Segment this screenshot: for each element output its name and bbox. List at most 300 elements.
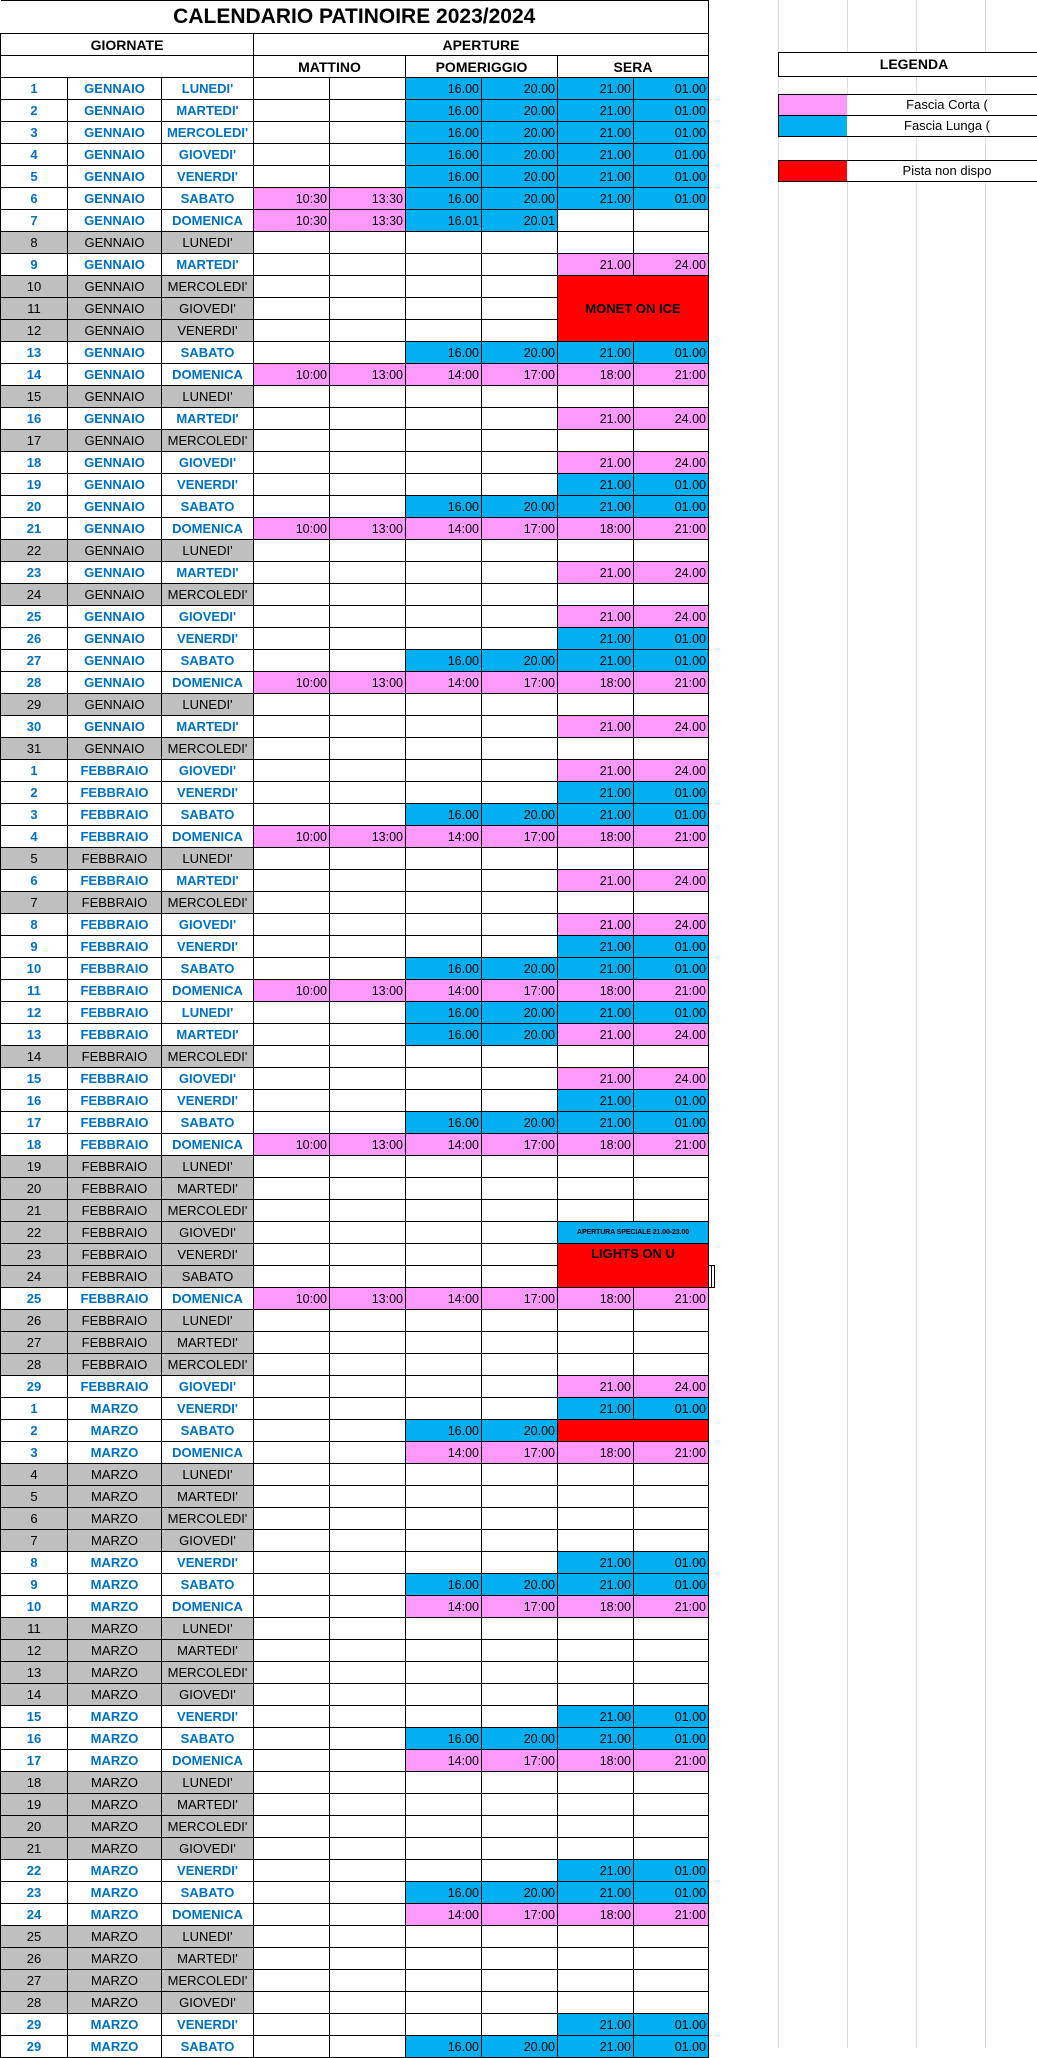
day-number: 28 [1, 672, 68, 694]
mattino-end [330, 1706, 406, 1728]
day-number: 14 [1, 364, 68, 386]
pomeriggio-start [406, 628, 482, 650]
month-name: MARZO [68, 1926, 162, 1948]
weekday-name: MERCOLEDI' [162, 1046, 254, 1068]
sera-start [558, 430, 634, 452]
sera-end: 01.00 [634, 1552, 709, 1574]
day-number: 14 [1, 1046, 68, 1068]
sera-end: 01.00 [634, 1398, 709, 1420]
pomeriggio-start [406, 2014, 482, 2036]
sera-end: 01.00 [634, 936, 709, 958]
pomeriggio-start [406, 606, 482, 628]
pomeriggio-start [406, 298, 482, 320]
calendar-row [1, 430, 715, 452]
sera-end: 24.00 [634, 760, 709, 782]
mattino-end [330, 474, 406, 496]
pomeriggio-start [406, 1662, 482, 1684]
pomeriggio-end [482, 1640, 558, 1662]
pomeriggio-start [406, 1640, 482, 1662]
weekday-name: DOMENICA [162, 1442, 254, 1464]
weekday-name: SABATO [162, 1266, 254, 1288]
pomeriggio-end [482, 1310, 558, 1332]
mattino-end [330, 298, 406, 320]
mattino-start [254, 606, 330, 628]
month-name: MARZO [68, 1750, 162, 1772]
month-name: FEBBRAIO [68, 1068, 162, 1090]
month-name: GENNAIO [68, 738, 162, 760]
pomeriggio-start [406, 452, 482, 474]
sera-start [558, 1156, 634, 1178]
sera-start [558, 1354, 634, 1376]
sera-start: 21.00 [558, 1398, 634, 1420]
pomeriggio-start [406, 1948, 482, 1970]
sera-end: 21:00 [634, 826, 709, 848]
sera-end: 01.00 [634, 144, 709, 166]
day-number: 7 [1, 1530, 68, 1552]
weekday-name: GIOVEDI' [162, 1530, 254, 1552]
calendar-row [1, 584, 715, 606]
mattino-end [330, 1354, 406, 1376]
day-number: 5 [1, 166, 68, 188]
month-name: MARZO [68, 1794, 162, 1816]
mattino-end [330, 1332, 406, 1354]
weekday-name: SABATO [162, 342, 254, 364]
mattino-start: 10:00 [254, 980, 330, 1002]
calendar-row [1, 1706, 715, 1728]
sera-start: 21.00 [558, 342, 634, 364]
mattino-end [330, 496, 406, 518]
pomeriggio-end: 20.00 [482, 342, 558, 364]
sera-start [558, 1046, 634, 1068]
weekday-name: SABATO [162, 1882, 254, 1904]
month-name: FEBBRAIO [68, 1112, 162, 1134]
sera-end: 01.00 [634, 1882, 709, 1904]
sera-end: 24.00 [634, 562, 709, 584]
sera-start: 21.00 [558, 1728, 634, 1750]
pomeriggio-start [406, 584, 482, 606]
sera-start [558, 1200, 634, 1222]
mattino-end [330, 1442, 406, 1464]
calendar-row [1, 1310, 715, 1332]
month-name: MARZO [68, 1970, 162, 1992]
month-name: FEBBRAIO [68, 1354, 162, 1376]
calendar-row [1, 870, 715, 892]
pomeriggio-end: 17:00 [482, 1750, 558, 1772]
mattino-end [330, 1794, 406, 1816]
sera-end: 01.00 [634, 1002, 709, 1024]
sera-start: 18:00 [558, 1750, 634, 1772]
month-name: GENNAIO [68, 320, 162, 342]
pomeriggio-end: 20.00 [482, 166, 558, 188]
month-name: MARZO [68, 2014, 162, 2036]
mattino-end [330, 386, 406, 408]
mattino-end: 13:30 [330, 188, 406, 210]
pomeriggio-start: 16.00 [406, 166, 482, 188]
mattino-start [254, 1794, 330, 1816]
sera-end: 01.00 [634, 474, 709, 496]
month-name: MARZO [68, 1728, 162, 1750]
mattino-end [330, 1618, 406, 1640]
sera-start [558, 1464, 634, 1486]
pomeriggio-start [406, 254, 482, 276]
day-number: 6 [1, 1508, 68, 1530]
weekday-name: MERCOLEDI' [162, 1200, 254, 1222]
sera-end: 24.00 [634, 1376, 709, 1398]
mattino-start [254, 1816, 330, 1838]
day-number: 15 [1, 386, 68, 408]
month-name: GENNAIO [68, 694, 162, 716]
calendar-row [1, 1728, 715, 1750]
weekday-name: MARTEDI' [162, 1794, 254, 1816]
sera-end [634, 1486, 709, 1508]
day-number: 25 [1, 606, 68, 628]
mattino-end [330, 408, 406, 430]
pomeriggio-start [406, 892, 482, 914]
sera-end: 01.00 [634, 78, 709, 100]
pomeriggio-start [406, 1266, 482, 1288]
mattino-start [254, 2036, 330, 2058]
sera-start: 21.00 [558, 254, 634, 276]
mattino-start [254, 122, 330, 144]
pomeriggio-start [406, 430, 482, 452]
calendar-row [1, 1750, 715, 1772]
weekday-name: DOMENICA [162, 210, 254, 232]
pomeriggio-start [406, 1970, 482, 1992]
weekday-name: GIOVEDI' [162, 298, 254, 320]
mattino-start [254, 562, 330, 584]
mattino-end [330, 1046, 406, 1068]
calendar-row [1, 958, 715, 980]
mattino-end [330, 540, 406, 562]
pomeriggio-end: 20.00 [482, 650, 558, 672]
pomeriggio-start [406, 1332, 482, 1354]
month-name: GENNAIO [68, 342, 162, 364]
pomeriggio-start: 16.00 [406, 1882, 482, 1904]
calendar-row [1, 1464, 715, 1486]
mattino-start [254, 386, 330, 408]
sera-start [558, 1992, 634, 2014]
legend-title: LEGENDA [778, 52, 1037, 77]
mattino-start [254, 1222, 330, 1244]
mattino-start [254, 1596, 330, 1618]
pomeriggio-start [406, 760, 482, 782]
weekday-name: DOMENICA [162, 1904, 254, 1926]
pomeriggio-end: 20.00 [482, 78, 558, 100]
mattino-end [330, 1090, 406, 1112]
sera-start: 21.00 [558, 1860, 634, 1882]
day-number: 5 [1, 1486, 68, 1508]
calendar-row [1, 78, 715, 100]
pomeriggio-start [406, 320, 482, 342]
pomeriggio-start: 14:00 [406, 980, 482, 1002]
mattino-end [330, 1068, 406, 1090]
pomeriggio-end: 20.00 [482, 1112, 558, 1134]
pomeriggio-end [482, 1090, 558, 1112]
pomeriggio-start: 14:00 [406, 364, 482, 386]
sera-start: 21.00 [558, 1552, 634, 1574]
weekday-name: DOMENICA [162, 1750, 254, 1772]
day-number: 24 [1, 1266, 68, 1288]
sera-start [558, 1838, 634, 1860]
month-name: GENNAIO [68, 386, 162, 408]
weekday-name: MARTEDI' [162, 408, 254, 430]
month-name: MARZO [68, 1464, 162, 1486]
calendar-row [1, 518, 715, 540]
day-number: 11 [1, 1618, 68, 1640]
mattino-start [254, 1574, 330, 1596]
day-number: 18 [1, 1772, 68, 1794]
sera-start: 21.00 [558, 78, 634, 100]
day-number: 21 [1, 1200, 68, 1222]
pomeriggio-start: 16.00 [406, 1002, 482, 1024]
calendar-row [1, 1794, 715, 1816]
sera-end [634, 848, 709, 870]
pomeriggio-start: 16.00 [406, 1024, 482, 1046]
sera-start [558, 1794, 634, 1816]
calendar-row [1, 166, 715, 188]
weekday-name: GIOVEDI' [162, 144, 254, 166]
month-name: FEBBRAIO [68, 1310, 162, 1332]
pomeriggio-start: 16.00 [406, 1112, 482, 1134]
month-name: FEBBRAIO [68, 1002, 162, 1024]
month-name: MARZO [68, 1904, 162, 1926]
mattino-end [330, 892, 406, 914]
pomeriggio-end: 20.00 [482, 1728, 558, 1750]
mattino-start [254, 870, 330, 892]
pomeriggio-end [482, 452, 558, 474]
mattino-end [330, 958, 406, 980]
pomeriggio-end [482, 782, 558, 804]
sera-start [558, 1640, 634, 1662]
month-name: FEBBRAIO [68, 1200, 162, 1222]
pomeriggio-end [482, 386, 558, 408]
calendar-row [1, 1288, 715, 1310]
calendar-row [1, 1882, 715, 1904]
sera-end: 01.00 [634, 782, 709, 804]
mattino-start [254, 276, 330, 298]
month-name: GENNAIO [68, 364, 162, 386]
pomeriggio-start [406, 1530, 482, 1552]
pomeriggio-end [482, 1068, 558, 1090]
calendar-row [1, 1552, 715, 1574]
month-name: MARZO [68, 1574, 162, 1596]
weekday-name: MARTEDI' [162, 562, 254, 584]
day-number: 4 [1, 144, 68, 166]
sera-start: 21.00 [558, 144, 634, 166]
month-name: GENNAIO [68, 518, 162, 540]
mattino-start [254, 958, 330, 980]
month-name: MARZO [68, 1486, 162, 1508]
mattino-start [254, 1992, 330, 2014]
sera-end: 01.00 [634, 166, 709, 188]
pomeriggio-end [482, 474, 558, 496]
pomeriggio-start [406, 1178, 482, 1200]
pomeriggio-start [406, 1090, 482, 1112]
calendar-row [1, 1838, 715, 1860]
sera-start: 21.00 [558, 122, 634, 144]
weekday-name: VENERDI' [162, 1860, 254, 1882]
sera-start [558, 1816, 634, 1838]
weekday-name: MERCOLEDI' [162, 738, 254, 760]
mattino-end [330, 2036, 406, 2058]
pomeriggio-end: 17:00 [482, 672, 558, 694]
pomeriggio-end [482, 914, 558, 936]
mattino-start [254, 1068, 330, 1090]
calendar-row [1, 452, 715, 474]
sera-end [634, 694, 709, 716]
mattino-start [254, 254, 330, 276]
mattino-start [254, 914, 330, 936]
month-name: MARZO [68, 1442, 162, 1464]
weekday-name: MERCOLEDI' [162, 1970, 254, 1992]
sera-end [634, 1464, 709, 1486]
calendar-row [1, 1530, 715, 1552]
pomeriggio-end [482, 408, 558, 430]
sera-unavailable [558, 1420, 709, 1442]
calendar-row [1, 1222, 715, 1244]
mattino-start [254, 1332, 330, 1354]
mattino-start: 10:00 [254, 826, 330, 848]
pomeriggio-start: 16.00 [406, 2036, 482, 2058]
calendar-row [1, 1156, 715, 1178]
pomeriggio-end: 20.00 [482, 188, 558, 210]
pomeriggio-end [482, 1662, 558, 1684]
pomeriggio-start [406, 1376, 482, 1398]
mattino-end [330, 100, 406, 122]
month-name: GENNAIO [68, 232, 162, 254]
pomeriggio-start [406, 386, 482, 408]
pomeriggio-start: 14:00 [406, 1288, 482, 1310]
mattino-start [254, 1640, 330, 1662]
day-number: 12 [1, 1640, 68, 1662]
mattino-start [254, 1398, 330, 1420]
calendar-row [1, 914, 715, 936]
calendar-row [1, 1816, 715, 1838]
weekday-name: MERCOLEDI' [162, 1354, 254, 1376]
mattino-end [330, 1596, 406, 1618]
pomeriggio-end [482, 1706, 558, 1728]
calendar-row [1, 1926, 715, 1948]
sera-start [558, 1970, 634, 1992]
month-name: GENNAIO [68, 606, 162, 628]
calendar-row [1, 2014, 715, 2036]
weekday-name: VENERDI' [162, 1552, 254, 1574]
sera-end [634, 1772, 709, 1794]
day-number: 19 [1, 1156, 68, 1178]
month-name: FEBBRAIO [68, 870, 162, 892]
mattino-end [330, 870, 406, 892]
mattino-end [330, 1772, 406, 1794]
sera-start: 21.00 [558, 452, 634, 474]
day-number: 16 [1, 1728, 68, 1750]
mattino-start [254, 628, 330, 650]
calendar-row [1, 1992, 715, 2014]
weekday-name: LUNEDI' [162, 1772, 254, 1794]
sera-end [712, 1266, 715, 1288]
calendar-row [1, 562, 715, 584]
sera-start: 18:00 [558, 1288, 634, 1310]
day-number: 2 [1, 782, 68, 804]
pomeriggio-end [482, 1816, 558, 1838]
weekday-name: VENERDI' [162, 320, 254, 342]
month-name: MARZO [68, 1530, 162, 1552]
sera-end [634, 1156, 709, 1178]
sera-start [558, 1310, 634, 1332]
mattino-end [330, 694, 406, 716]
pomeriggio-end: 20.00 [482, 1574, 558, 1596]
pomeriggio-start [406, 1244, 482, 1266]
weekday-name: SABATO [162, 188, 254, 210]
pomeriggio-end [482, 584, 558, 606]
mattino-start [254, 2014, 330, 2036]
mattino-end [330, 1684, 406, 1706]
pomeriggio-end [482, 1552, 558, 1574]
pomeriggio-end [482, 1530, 558, 1552]
weekday-name: GIOVEDI' [162, 606, 254, 628]
pomeriggio-start [406, 716, 482, 738]
sera-end: 01.00 [634, 1706, 709, 1728]
sera-start [558, 584, 634, 606]
pomeriggio-end [482, 716, 558, 738]
calendar-row [1, 232, 715, 254]
pomeriggio-end: 17:00 [482, 1442, 558, 1464]
mattino-start [254, 584, 330, 606]
day-number: 23 [1, 1882, 68, 1904]
sera-start: 21.00 [558, 188, 634, 210]
pomeriggio-end [482, 276, 558, 298]
sera-end [634, 1662, 709, 1684]
month-name: MARZO [68, 1596, 162, 1618]
day-number: 28 [1, 1354, 68, 1376]
sera-end: 01.00 [634, 1090, 709, 1112]
month-name: FEBBRAIO [68, 1376, 162, 1398]
calendar-row [1, 1046, 715, 1068]
sera-end [634, 1926, 709, 1948]
mattino-end [330, 1882, 406, 1904]
pomeriggio-start [406, 474, 482, 496]
mattino-end [330, 254, 406, 276]
sera-start [558, 1684, 634, 1706]
mattino-end: 13:00 [330, 1134, 406, 1156]
legend-panel [778, 52, 1037, 2052]
mattino-start: 10:00 [254, 1134, 330, 1156]
weekday-name: MARTEDI' [162, 254, 254, 276]
month-name: FEBBRAIO [68, 1222, 162, 1244]
pomeriggio-start: 14:00 [406, 672, 482, 694]
weekday-name: GIOVEDI' [162, 1222, 254, 1244]
pomeriggio-start: 16.00 [406, 650, 482, 672]
mattino-start [254, 1024, 330, 1046]
calendar-row [1, 408, 715, 430]
header-aperture: APERTURE [254, 34, 709, 56]
sera-start [558, 1618, 634, 1640]
sera-start [558, 694, 634, 716]
mattino-start [254, 1244, 330, 1266]
weekday-name: GIOVEDI' [162, 1684, 254, 1706]
mattino-end [330, 1948, 406, 1970]
month-name: GENNAIO [68, 496, 162, 518]
weekday-name: VENERDI' [162, 628, 254, 650]
pomeriggio-start: 16.00 [406, 188, 482, 210]
weekday-name: SABATO [162, 1574, 254, 1596]
mattino-start [254, 452, 330, 474]
month-name: FEBBRAIO [68, 936, 162, 958]
mattino-start [254, 1772, 330, 1794]
pomeriggio-end [482, 1266, 558, 1288]
day-number: 31 [1, 738, 68, 760]
month-name: MARZO [68, 1508, 162, 1530]
weekday-name: LUNEDI' [162, 386, 254, 408]
